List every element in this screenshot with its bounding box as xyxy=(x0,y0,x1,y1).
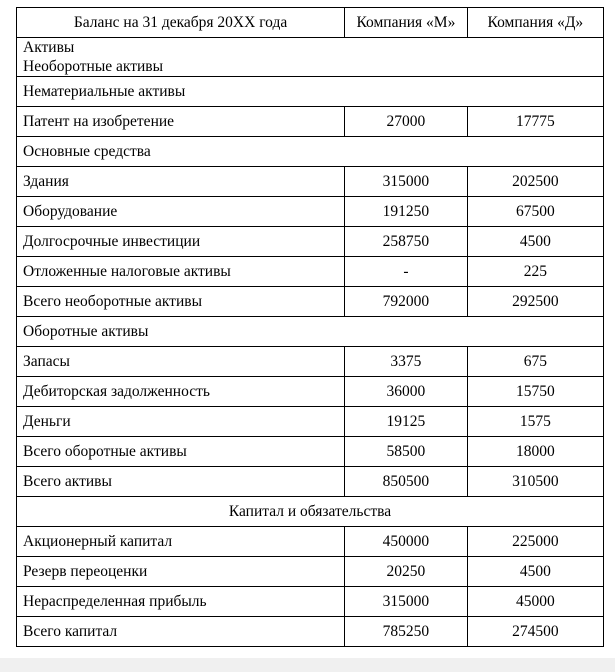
value-company-d: 225 xyxy=(467,257,603,287)
value-company-d: 67500 xyxy=(467,197,603,227)
table-row xyxy=(17,347,604,377)
value-company-d: 17775 xyxy=(467,107,603,137)
table-row xyxy=(17,287,604,317)
value-company-d: 292500 xyxy=(467,287,603,317)
section-row xyxy=(17,317,604,347)
section-row xyxy=(17,497,604,527)
section-heading xyxy=(17,38,604,77)
header-company-m: Компания «М» xyxy=(345,8,468,38)
row-label: Патент на изобретение xyxy=(17,107,345,137)
section-row xyxy=(17,77,604,107)
table-row xyxy=(17,167,604,197)
row-label: Долгосрочные инвестиции xyxy=(17,227,345,257)
section-row xyxy=(17,137,604,167)
table-row xyxy=(17,407,604,437)
value-company-m: 315000 xyxy=(345,167,468,197)
header-title: Баланс на 31 декабря 20XX года xyxy=(17,8,345,38)
row-label: Оборудование xyxy=(17,197,345,227)
value-company-d: 202500 xyxy=(467,167,603,197)
table-row xyxy=(17,467,604,497)
table-row xyxy=(17,617,604,647)
row-label: Акционерный капитал xyxy=(17,527,345,557)
section-heading: Основные средства xyxy=(17,137,604,167)
value-company-d: 225000 xyxy=(467,527,603,557)
value-company-m: 792000 xyxy=(345,287,468,317)
value-company-m: 27000 xyxy=(345,107,468,137)
row-label: Всего необоротные активы xyxy=(17,287,345,317)
row-label: Запасы xyxy=(17,347,345,377)
value-company-m: 785250 xyxy=(345,617,468,647)
value-company-m: 20250 xyxy=(345,557,468,587)
header-company-d: Компания «Д» xyxy=(467,8,603,38)
value-company-m: 850500 xyxy=(345,467,468,497)
value-company-d: 4500 xyxy=(467,557,603,587)
value-company-m: 36000 xyxy=(345,377,468,407)
row-label: Деньги xyxy=(17,407,345,437)
value-company-m: 315000 xyxy=(345,587,468,617)
value-company-d: 274500 xyxy=(467,617,603,647)
value-company-d: 675 xyxy=(467,347,603,377)
balance-sheet-table xyxy=(16,7,604,647)
row-label: Здания xyxy=(17,167,345,197)
value-company-d: 18000 xyxy=(467,437,603,467)
value-company-d: 45000 xyxy=(467,587,603,617)
bottom-strip xyxy=(0,658,615,672)
section-heading-line: Необоротные активы xyxy=(23,58,163,75)
row-label: Дебиторская задолженность xyxy=(17,377,345,407)
value-company-m: 3375 xyxy=(345,347,468,377)
value-company-m: 450000 xyxy=(345,527,468,557)
table-row xyxy=(17,227,604,257)
table-header-row xyxy=(17,8,604,38)
value-company-m: 58500 xyxy=(345,437,468,467)
section-heading-line: Активы xyxy=(23,39,75,56)
value-company-d: 15750 xyxy=(467,377,603,407)
table-row xyxy=(17,107,604,137)
section-heading: Оборотные активы xyxy=(17,317,604,347)
section-heading-centered: Капитал и обязательства xyxy=(17,497,604,527)
table-row xyxy=(17,557,604,587)
row-label: Резерв переоценки xyxy=(17,557,345,587)
balance-sheet-body xyxy=(17,8,604,647)
value-company-d: 4500 xyxy=(467,227,603,257)
table-row xyxy=(17,437,604,467)
row-label: Нераспределенная прибыль xyxy=(17,587,345,617)
value-company-m: 19125 xyxy=(345,407,468,437)
row-label: Всего оборотные активы xyxy=(17,437,345,467)
table-row xyxy=(17,197,604,227)
row-label: Отложенные налоговые активы xyxy=(17,257,345,287)
value-company-d: 1575 xyxy=(467,407,603,437)
value-company-m: 191250 xyxy=(345,197,468,227)
value-company-m: - xyxy=(345,257,468,287)
value-company-m: 258750 xyxy=(345,227,468,257)
section-heading: Нематериальные активы xyxy=(17,77,604,107)
table-row xyxy=(17,257,604,287)
row-label: Всего активы xyxy=(17,467,345,497)
table-row xyxy=(17,587,604,617)
value-company-d: 310500 xyxy=(467,467,603,497)
section-row xyxy=(17,38,604,77)
table-row xyxy=(17,527,604,557)
table-row xyxy=(17,377,604,407)
row-label: Всего капитал xyxy=(17,617,345,647)
